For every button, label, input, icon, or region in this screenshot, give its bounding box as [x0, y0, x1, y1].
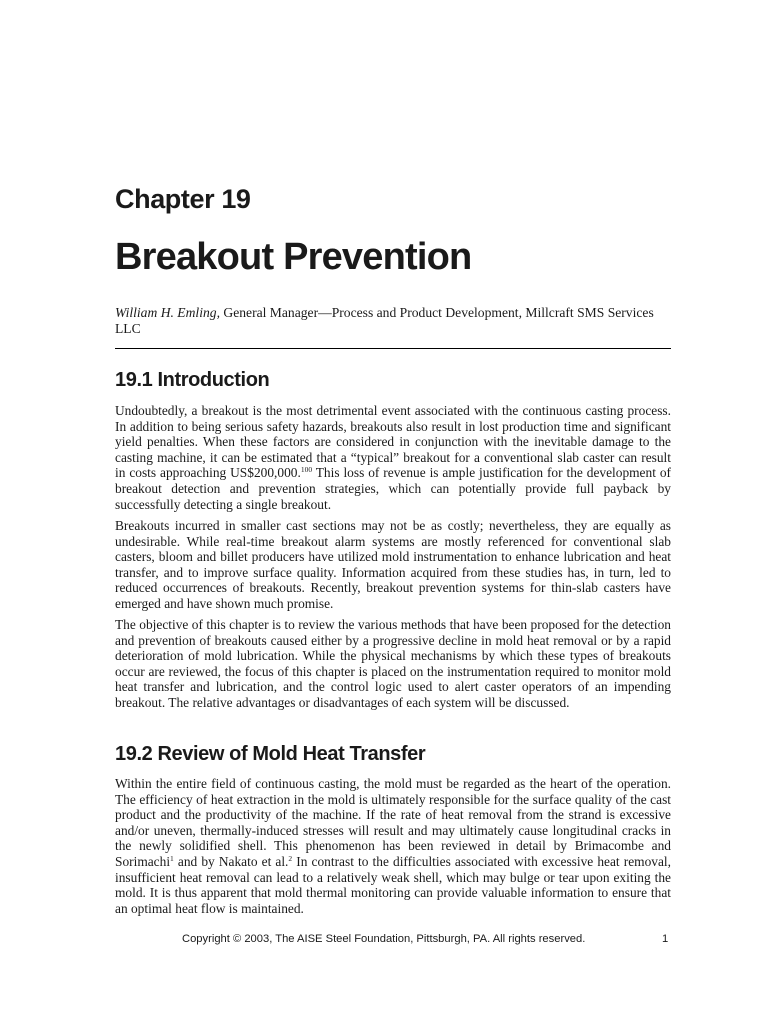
author-affiliation: General Manager—Process and Product Development, Millcraft SMS Services LLC — [115, 305, 654, 336]
paragraph-intro-2: Breakouts incurred in smaller cast sections may not be as costly; nevertheless, they are equally as undesirable. While real-time breakout alarm systems are mostly referenced for conventional slab casters, bloom and billet producers have utilized mold instrumentation to enhance lubrication and heat transfer, and to improve surface quality. Information acquired from these studies has, in turn, led to reduced occurrences of breakouts. Recently, breakout prevention systems for thin-slab casters have emerged and have shown much promise. — [115, 518, 671, 611]
section-heading-mold-heat-transfer: 19.2 Review of Mold Heat Transfer — [115, 743, 426, 765]
paragraph-mold-heat-transfer: Within the entire field of continuous casting, the mold must be regarded as the heart of the operation. The efficiency of heat extraction in the mold is ultimately responsible for the surface quality of the cast product and the productivity of the machine. If the rate of heat removal from the strand is excessive and/or uneven, thermally-induced stresses will result and may ultimately cause longitudinal cracks in the newly solidified shell. This phenomenon has been reviewed in detail by Brimacombe and Sorimachi$^1$ and by Nakato et al.$^2$ In contrast to the difficulties associated with excessive heat removal, insufficient heat removal can lead to a relatively weak shell, which may bulge or tear upon exiting the mold. It is thus apparent that mold thermal monitoring can provide valuable information to ensure that an optimal heat flow is maintained. — [115, 776, 671, 916]
reference-superscript: 100 — [300, 465, 313, 475]
footer-copyright: Copyright © 2003, The AISE Steel Foundation, Pittsburgh, PA. All rights reserved. — [182, 933, 586, 945]
paragraph-intro-1: Undoubtedly, a breakout is the most detrimental event associated with the continuous casting process. In addition to being serious safety hazards, breakouts also result in lost production time and significant yield penalties. When these factors are considered in conjunction with the inevitable damage to the casting machine, it can be estimated that a “typical” breakout for a conventional slab caster can result in costs approaching US$200,000.$^{100}$ This loss of revenue is ample justification for the development of breakout detection and prevention strategies, which can potentially provide full payback by successfully detecting a single breakout. — [115, 403, 671, 512]
chapter-title: Breakout Prevention — [115, 236, 472, 278]
reference-superscript: 2 — [288, 853, 293, 863]
reference-superscript: 1 — [170, 853, 174, 863]
author-line — [115, 305, 671, 337]
header-divider — [115, 348, 671, 349]
section-heading-introduction: 19.1 Introduction — [115, 369, 270, 391]
page-number: 1 — [662, 933, 669, 945]
paragraph-intro-3: The objective of this chapter is to review the various methods that have been proposed for the detection and prevention of breakouts caused either by a progressive decline in mold heat removal or by a rapid deterioration of mold lubrication. While the physical mechanisms by which these types of breakouts occur are reviewed, the focus of this chapter is placed on the instrumentation required to monitor mold heat transfer and lubrication, and the control logic used to alert caster operators of an impending breakout. The relative advantages or disadvantages of each system will be discussed. — [115, 617, 671, 710]
author-name: William H. Emling, — [115, 305, 220, 320]
chapter-number: Chapter 19 — [115, 184, 251, 214]
